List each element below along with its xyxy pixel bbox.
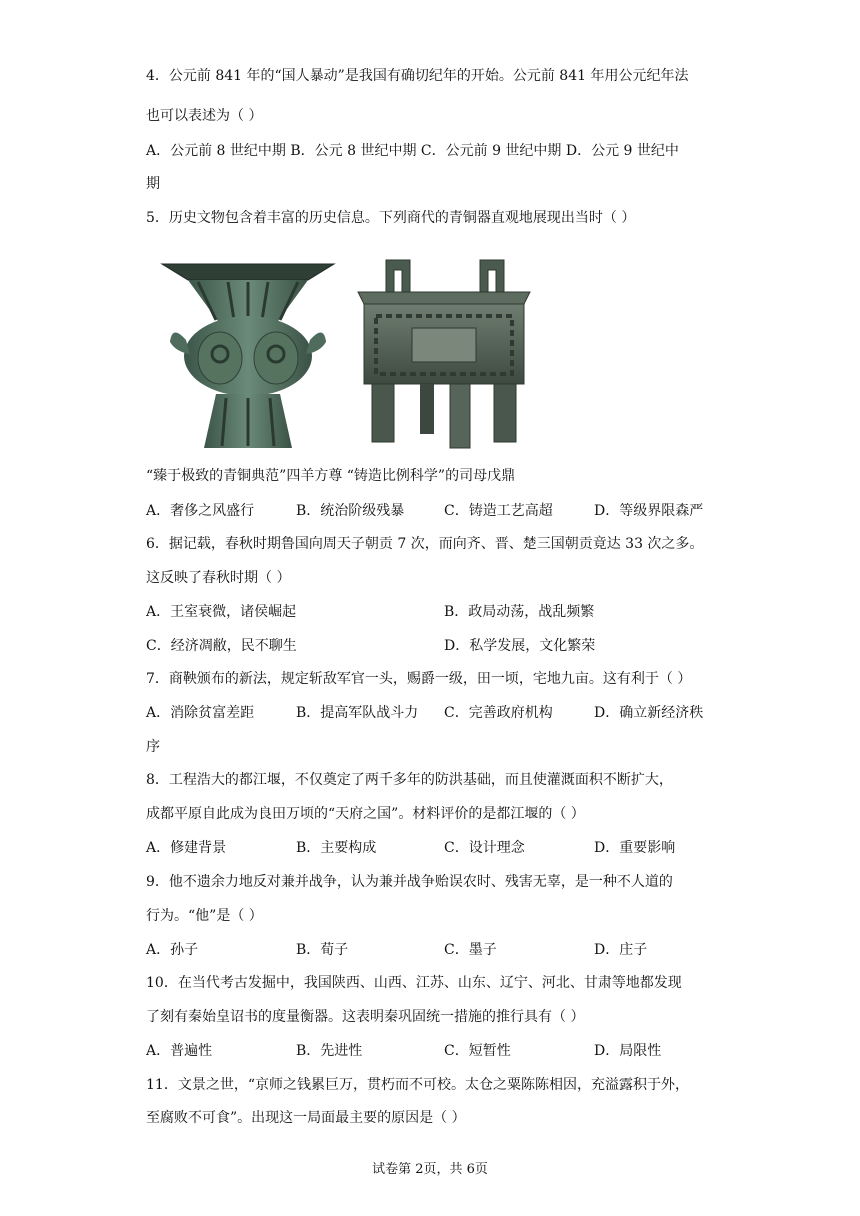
q5-option-c: C．铸造工艺高超 [444,503,553,519]
q7-option-b: B．提高军队战斗力 [296,705,419,721]
q9-stem-line1: 9．他不遗余力地反对兼并战争，认为兼并战争贻误农时、残害无辜，是一种不人道的 [146,874,673,890]
q9-option-c: C．墨子 [444,942,497,958]
page-footer: 试卷第 2页，共 6页 [372,1162,488,1177]
q4-options: A．公元前 8 世纪中期 B．公元 8 世纪中期 C．公元前 9 世纪中期 D．公元 9 世纪中 [146,143,679,159]
q7-option-c: C．完善政府机构 [444,705,553,721]
q11-stem-line2: 至腐败不可食”。出现这一局面最主要的原因是（ ） [146,1110,466,1126]
q9-option-a: A．孙子 [146,942,199,958]
q8-option-a: A．修建背景 [146,840,227,856]
q8-option-b: B．主要构成 [296,840,377,856]
q9-stem-line2: 行为。“他”是（ ） [146,908,263,924]
simuwu-ding-image [352,252,536,450]
q5-image-caption: “臻于极致的青铜典范”四羊方尊 “铸造比例科学”的司母戊鼎 [146,468,516,484]
q7-option-d-wrap: 序 [146,739,160,755]
q10-stem-line2: 了刻有秦始皇诏书的度量衡器。这表明秦巩固统一措施的推行具有（ ） [146,1009,585,1025]
q8-option-d: D．重要影响 [594,840,676,856]
q10-option-c: C．短暂性 [444,1043,511,1059]
q6-option-a: A．王室衰微，诸侯崛起 [146,604,297,620]
q6-option-c: C．经济凋敝，民不聊生 [146,638,297,654]
q7-option-d: D．确立新经济秩 [594,705,704,721]
q8-option-c: C．设计理念 [444,840,525,856]
q9-option-d: D．庄子 [594,942,648,958]
q10-option-b: B．先进性 [296,1043,363,1059]
q4-stem-line1: 4．公元前 841 年的“国人暴动”是我国有确切纪年的开始。公元前 841 年用公元纪年法 [146,68,689,84]
q10-option-d: D．局限性 [594,1043,662,1059]
q11-stem-line1: 11．文景之世，“京师之钱累巨万，贯朽而不可校。太仓之粟陈陈相因，充溢露积于外， [146,1077,689,1093]
q5-option-d: D．等级界限森严 [594,503,704,519]
q6-option-d: D．私学发展，文化繁荣 [444,638,596,654]
q10-option-a: A．普遍性 [146,1043,213,1059]
q7-stem: 7．商鞅颁布的新法，规定斩敌军官一头，赐爵一级，田一顷，宅地九亩。这有利于（ ） [146,671,692,687]
q7-option-a: A．消除贫富差距 [146,705,255,721]
q8-stem-line2: 成都平原自此成为良田万顷的“天府之国”。材料评价的是都江堰的（ ） [146,806,585,822]
q9-option-b: B．荀子 [296,942,349,958]
q5-option-a: A．奢侈之风盛行 [146,503,255,519]
q8-stem-line1: 8．工程浩大的都江堰，不仅奠定了两千多年的防洪基础，而且使灌溉面积不断扩大， [146,772,673,788]
q10-stem-line1: 10．在当代考古发掘中，我国陕西、山西、江苏、山东、辽宁、河北、甘肃等地都发现 [146,975,682,991]
q6-stem-line2: 这反映了春秋时期（ ） [146,570,291,586]
q6-option-b: B．政局动荡，战乱频繁 [444,604,595,620]
four-ram-zun-image [158,258,338,450]
q4-stem-line2: 也可以表述为（ ） [146,108,263,124]
q5-option-b: B．统治阶级残暴 [296,503,405,519]
q5-stem: 5．历史文物包含着丰富的历史信息。下列商代的青铜器直观地展现出当时（ ） [146,210,636,226]
q4-options-wrap: 期 [146,176,160,192]
q6-stem-line1: 6．据记载，春秋时期鲁国向周天子朝贡 7 次，而向齐、晋、楚三国朝贡竟达 33 次之多。 [146,536,704,552]
